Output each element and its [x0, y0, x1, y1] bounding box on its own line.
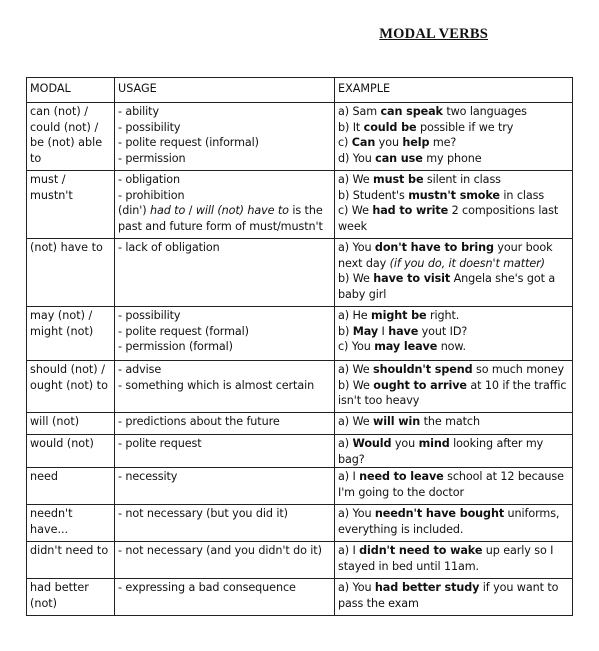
table-row [27, 103, 573, 171]
example-cell: a) We will win the match [335, 413, 573, 435]
modal-cell: can (not) / could (not) / be (not) able to [27, 103, 115, 171]
table-row [27, 435, 573, 468]
table-row [27, 239, 573, 307]
usage-cell: - predictions about the future [115, 413, 335, 435]
example-cell: a) We shouldn't spend so much money b) We ought to arrive at 10 if the traffic isn't too heavy [335, 361, 573, 413]
modal-cell: must / mustn't [27, 171, 115, 239]
usage-cell: - expressing a bad consequence [115, 579, 335, 616]
usage-cell: - not necessary (but you did it) [115, 505, 335, 542]
example-cell: a) I didn't need to wake up early so I stayed in bed until 11am. [335, 542, 573, 579]
table-row [27, 171, 573, 239]
modal-cell: will (not) [27, 413, 115, 435]
usage-cell: - lack of obligation [115, 239, 335, 307]
table-row [27, 579, 573, 616]
example-cell: a) You don't have to bring your book next day (if you do, it doesn't matter) b) We have to visit Angela she's got a baby girl [335, 239, 573, 307]
modal-cell: should (not) / ought (not) to [27, 361, 115, 413]
table-row [27, 542, 573, 579]
header-example: EXAMPLE [335, 78, 573, 103]
example-cell: a) He might be right. b) May I have yout ID? c) You may leave now. [335, 307, 573, 361]
table-row [27, 505, 573, 542]
usage-cell: - obligation - prohibition (din') had to / will (not) have to is the past and future form of must/mustn't [115, 171, 335, 239]
example-cell: a) You needn't have bought uniforms, everything is included. [335, 505, 573, 542]
modal-cell: (not) have to [27, 239, 115, 307]
usage-cell: - not necessary (and you didn't do it) [115, 542, 335, 579]
table-row [27, 468, 573, 505]
modal-cell: would (not) [27, 435, 115, 468]
usage-cell: - polite request [115, 435, 335, 468]
usage-cell: - necessity [115, 468, 335, 505]
table-row [27, 413, 573, 435]
usage-cell: - possibility - polite request (formal) - permission (formal) [115, 307, 335, 361]
modal-cell: had better (not) [27, 579, 115, 616]
example-cell: a) We must be silent in class b) Student's mustn't smoke in class c) We had to write 2 compositions last week [335, 171, 573, 239]
modal-cell: didn't need to [27, 542, 115, 579]
modal-cell: may (not) / might (not) [27, 307, 115, 361]
modal-cell: needn't have... [27, 505, 115, 542]
example-cell: a) Sam can speak two languages b) It could be possible if we try c) Can you help me? d) You can use my phone [335, 103, 573, 171]
modal-verbs-table [26, 77, 573, 616]
example-cell: a) I need to leave school at 12 because I'm going to the doctor [335, 468, 573, 505]
table-row [27, 361, 573, 413]
modal-cell: need [27, 468, 115, 505]
usage-cell: - advise - something which is almost certain [115, 361, 335, 413]
table-row [27, 307, 573, 361]
example-cell: a) Would you mind looking after my bag? [335, 435, 573, 468]
table-header-row [27, 78, 573, 103]
header-modal: MODAL [27, 78, 115, 103]
usage-cell: - ability - possibility - polite request (informal) - permission [115, 103, 335, 171]
example-cell: a) You had better study if you want to pass the exam [335, 579, 573, 616]
header-usage: USAGE [115, 78, 335, 103]
page-title: MODAL VERBS [379, 26, 488, 42]
